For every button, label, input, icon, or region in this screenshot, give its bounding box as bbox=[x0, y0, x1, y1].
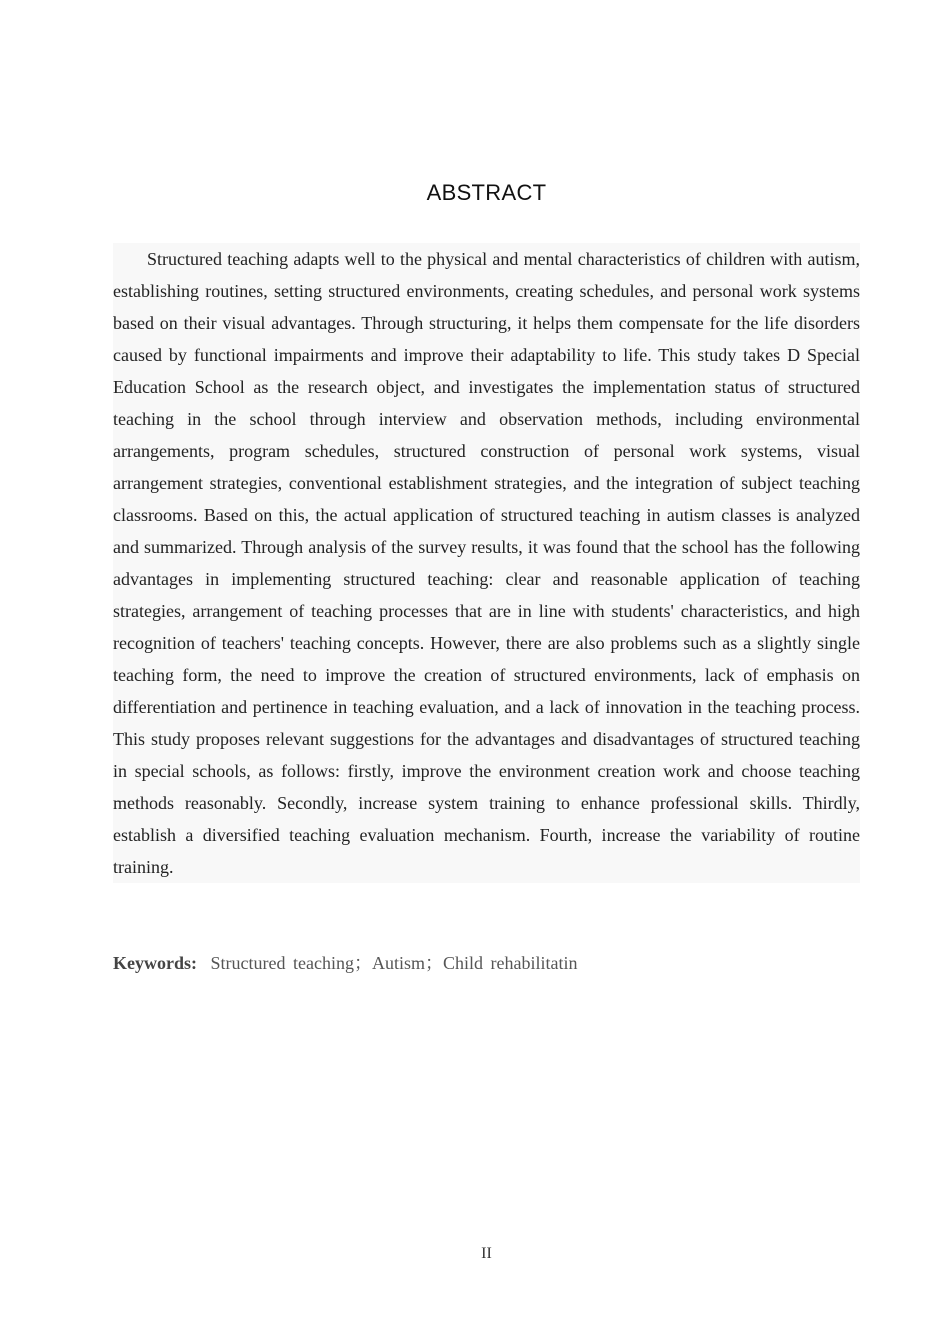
keyword: Child rehabilitatin bbox=[442, 953, 578, 973]
keyword: Structured teaching bbox=[210, 953, 354, 973]
keyword-separator: ； bbox=[424, 953, 443, 973]
page-title: ABSTRACT bbox=[426, 180, 547, 205]
keyword: Autism bbox=[371, 953, 425, 973]
keywords-line bbox=[113, 947, 860, 979]
keywords-label: Keywords: bbox=[113, 953, 197, 973]
abstract-block bbox=[113, 243, 860, 883]
keyword-separator: ； bbox=[353, 953, 372, 973]
page-number: II bbox=[481, 1245, 492, 1262]
abstract-body: Structured teaching adapts well to the physical and mental characteristics of children with autism, establishing routines, setting structured environments, creating schedules, and personal work systems based on their visual advantages. Through structuring, it helps them compensate for the life disorders caused by functional impairments and improve their adaptability to life. This study takes D Special Education School as the research object, and investigates the implementation status of structured teaching in the school through interview and observation methods, including environmental arrangements, program schedules, structured construction of personal work systems, visual arrangement strategies, conventional establishment strategies, and the integration of subject teaching classrooms. Based on this, the actual application of structured teaching in autism classes is analyzed and summarized. Through analysis of the survey results, it was found that the school has the following advantages in implementing structured teaching: clear and reasonable application of teaching strategies, arrangement of teaching processes that are in line with students' characteristics, and high recognition of teachers' teaching concepts. However, there are also problems such as a slightly single teaching form, the need to improve the creation of structured environments, lack of emphasis on differentiation and pertinence in teaching evaluation, and a lack of innovation in the teaching process. This study proposes relevant suggestions for the advantages and disadvantages of structured teaching in special schools, as follows: firstly, improve the environment creation work and choose teaching methods reasonably. Secondly, increase system training to enhance professional skills. Thirdly, establish a diversified teaching evaluation mechanism. Fourth, increase the variability of routine training. bbox=[113, 249, 860, 877]
